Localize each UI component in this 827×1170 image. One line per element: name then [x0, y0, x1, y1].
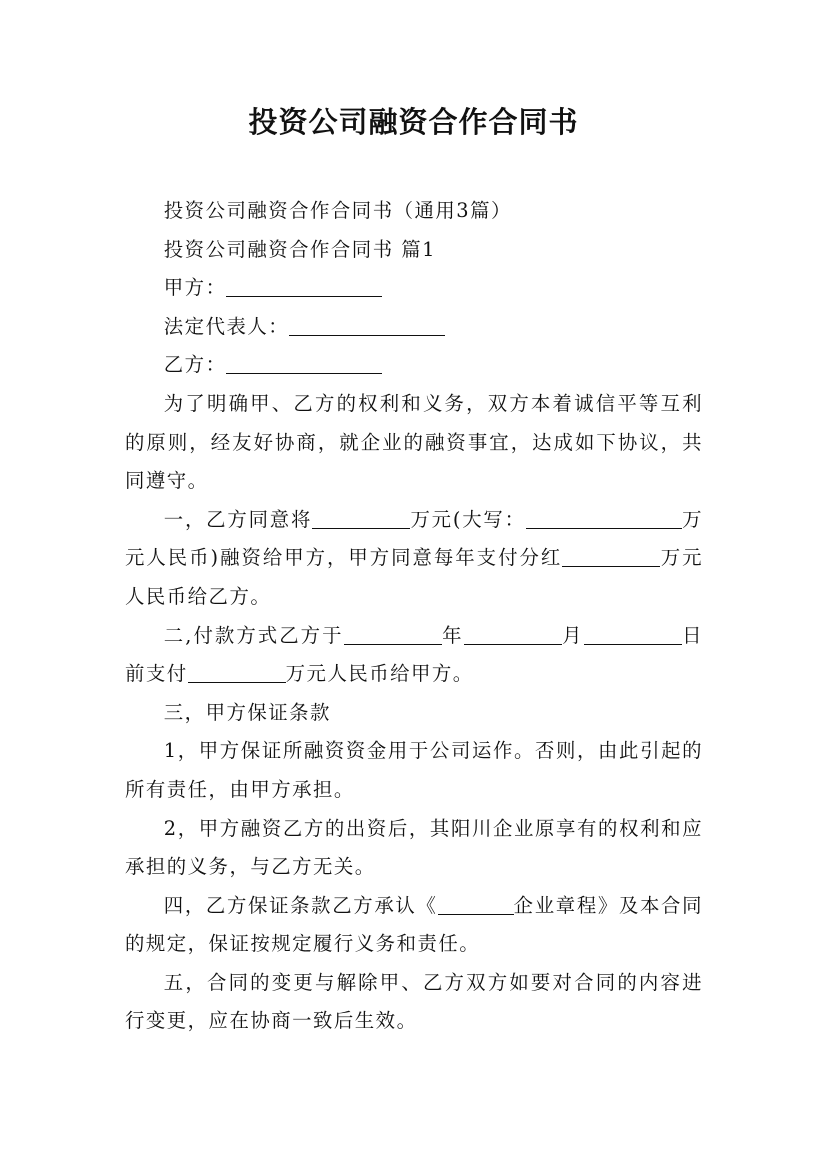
- clause-1-text-1: 一，乙方同意将: [163, 507, 313, 531]
- clause-4: [125, 887, 703, 964]
- party-a-line: [125, 269, 703, 308]
- legal-rep-label: 法定代表人：: [163, 314, 290, 338]
- company-name-blank: [438, 890, 514, 915]
- chapter-heading: 投资公司融资合作合同书 篇1: [163, 237, 436, 261]
- document-subtitle: 投资公司融资合作合同书（通用3篇）: [163, 199, 512, 222]
- clause-1-text-4: 万元人民币给乙方。: [125, 546, 704, 608]
- clause-4-text-2: 企业章程》及本合同的规定，保证按规定履行义务和责任。: [125, 893, 704, 956]
- clause-1-text-2: 万元(大写：: [410, 507, 526, 531]
- legal-rep-line: [125, 308, 703, 347]
- clause-2-month: 月: [561, 623, 584, 647]
- clause-1: [125, 501, 703, 617]
- clause-2-year: 年: [441, 623, 464, 647]
- clause-2-text-4: 日前支付: [125, 623, 704, 686]
- clause-3-title: 三，甲方保证条款: [163, 700, 331, 724]
- party-b-blank: [226, 349, 382, 374]
- party-b-line: [125, 346, 703, 385]
- amount-words-blank: [526, 504, 682, 529]
- legal-rep-blank: [289, 311, 445, 336]
- dividend-blank: [562, 542, 660, 567]
- year-blank: [344, 620, 442, 645]
- clause-2-text-1: 二,付款方式乙方于: [163, 623, 344, 647]
- document-title: 投资公司融资合作合同书: [248, 105, 579, 139]
- payment-amount-blank: [188, 658, 286, 683]
- clause-2: [125, 617, 703, 694]
- party-b-label: 乙方：: [163, 353, 227, 377]
- clause-4-text-1: 四，乙方保证条款乙方承认《: [163, 893, 438, 917]
- day-blank: [584, 620, 682, 645]
- clause-1-text-3: 万元人民币)融资给甲方，甲方同意每年支付分红: [125, 507, 703, 570]
- preamble-paragraph: 为了明确甲、乙方的权利和义务，双方本着诚信平等互利的原则，经友好协商，就企业的融资事宜，达成如下协议，共同遵守。: [125, 391, 703, 493]
- clause-3-item-1: 1，甲方保证所融资资金用于公司运作。否则，由此引起的所有责任，由甲方承担。: [125, 739, 703, 801]
- month-blank: [464, 620, 562, 645]
- document-body: [125, 192, 703, 1041]
- amount-blank: [312, 504, 410, 529]
- clause-5: 五，合同的变更与解除甲、乙方双方如要对合同的内容进行变更，应在协商一致后生效。: [125, 970, 703, 1033]
- clause-2-text-5: 万元人民币给甲方。: [285, 662, 474, 686]
- party-a-blank: [226, 272, 382, 297]
- party-a-label: 甲方：: [163, 276, 227, 300]
- clause-3-item-2: 2，甲方融资乙方的出资后，其阳川企业原享有的权利和应承担的义务，与乙方无关。: [125, 816, 703, 879]
